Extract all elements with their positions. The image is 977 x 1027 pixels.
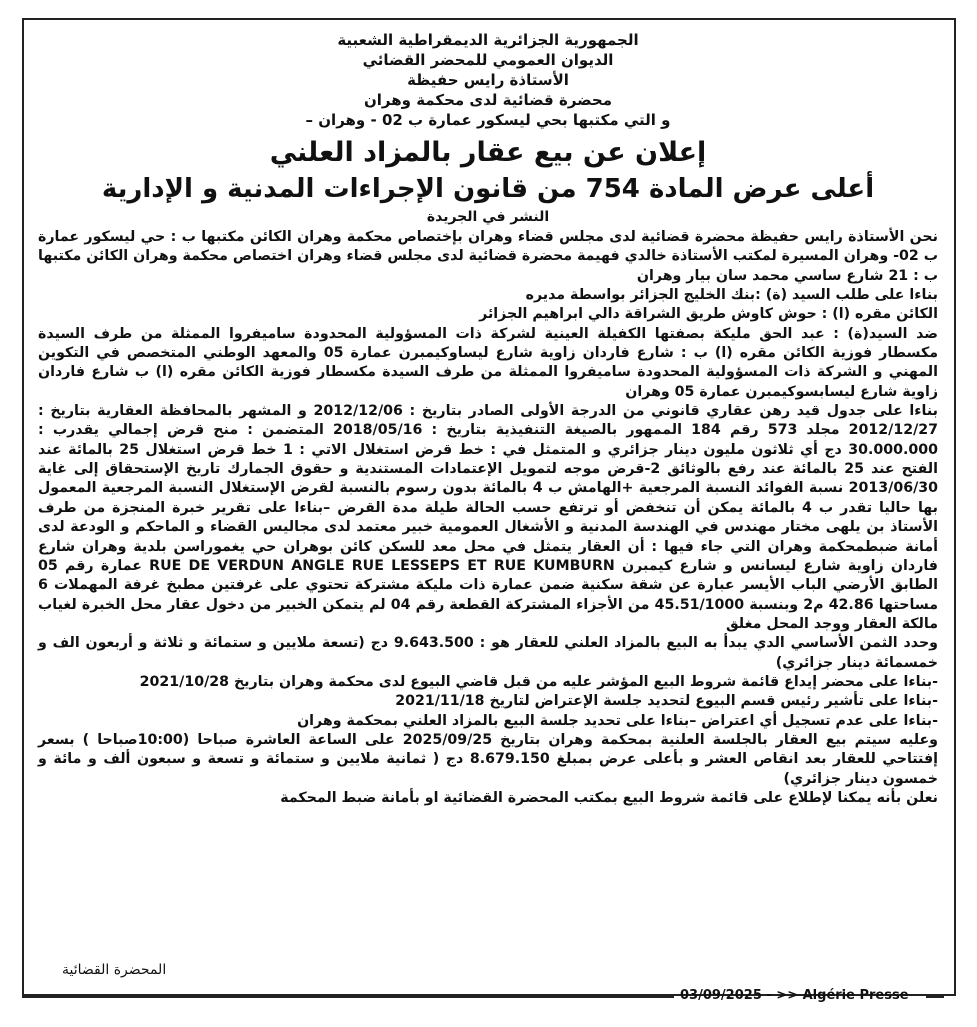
header-line-3: الأستاذة رايس حفيظة xyxy=(407,71,569,89)
publication-subtitle: النشر في الجريدة xyxy=(426,209,550,225)
announcement-title: إعلان عن بيع عقار بالمزاد العلني xyxy=(269,137,707,168)
paragraph-requester: بناءا على طلب السيد (ة) :بنك الخليج الجزائر بواسطة مديره xyxy=(525,287,938,304)
footer-rule-left xyxy=(22,996,674,998)
paragraph-consultation: نعلن بأنه يمكنا لإطلاع على قائمة شروط البيع بمكتب المحضرة القضائية او بأمانة ضبط المحكمة xyxy=(280,789,938,806)
paragraph-sale-date: وعليه سيتم بيع العقار بالجلسة العلنية بمحكمة وهران بتاريخ 2025/09/25 على الساعة العاشرة صباحا (10:00صباحا ) بسعر إفتتاحي للعقار بعد انقاص العشر و بأعلى عرض بمبلغ 8.679.150 دج ( ثمانية ملايين و ستمائة و تسعة و سبعون ألف و مائة و خمسون دينار جزائري) xyxy=(38,731,939,787)
announcement-legal-title: أعلى عرض المادة 754 من قانون الإجراءات المدنية و الإدارية xyxy=(101,174,875,204)
paragraph-base-price: وحدد الثمن الأساسي الدي يبدأ به البيع بالمزاد العلني للعقار هو : 9.643.500 دج (تسعة ملايين و ستمائة و ثلاثة و أربعون الف و خمسمائة دينار جزائري) xyxy=(38,635,938,671)
header-line-2: الديوان العمومي للمحضر القضائي xyxy=(362,51,614,69)
announcement-body xyxy=(38,228,938,808)
footer xyxy=(0,986,977,1010)
footer-source: 03/09/2025 - >> Algérie Presse xyxy=(680,988,909,1003)
header-line-5: و التي مكتبها بحي ليسكور عمارة ب 02 - وهران – xyxy=(305,111,671,129)
paragraph-bailiff: نحن الأستاذة رايس حفيظة محضرة قضائية لدى مجلس قضاء وهران بإختصاص محكمة وهران الكائن مكتبها ب : حي ليسكور عمارة ب 02- وهران المسيرة لمكتب الأستاذة خالدي فهيمة محضرة قضائية لدى مجلس قضاء وهران اختصاص محكمة وهران الكائن مكتبها ب : 21 شارع ساسي محمد سان بيار وهران xyxy=(38,229,938,284)
paragraph-requester-address: الكائن مقره (ا) : حوش كاوش طريق الشراقة دالي ابراهيم الجزائر xyxy=(479,306,938,323)
footer-rule-right xyxy=(926,996,944,998)
paragraph-defendants: ضد السيد(ة) : عبد الحق مليكة بصفتها الكفيلة العينية لشركة ذات المسؤولية المحدودة ساميفروا الممثلة من طرف السيدة مكسطار فوزية الكائن مقره (ا) ب : شارع فاردان زاوية شارع ليساوكيمبرن عمارة 05 والمعهد الوطني المتخصص في التكوين المهني و الشركة ذات المسؤولية المحدودة ساميفروا الممثلة من طرف السيدة مكسطار فوزية الكائن مقره (ا) ب شارع فاردان زاوية شارع ليسابسوكيمبرن عمارة 05 وهران xyxy=(38,325,938,400)
header-line-4: محضرة قضائية لدى محكمة وهران xyxy=(363,91,613,109)
signature: المحضرة القضائية xyxy=(62,962,167,978)
paragraph-conditions-filing: -بناءا على محضر إيداع قائمة شروط البيع المؤشر عليه من قبل قاضي البيوع لدى محكمة وهران بتاريخ 2021/10/28 xyxy=(139,673,938,690)
header-line-1: الجمهورية الجزائرية الديمقراطية الشعبية xyxy=(337,31,639,49)
announcement-content xyxy=(38,30,938,808)
paragraph-no-objection: -بناءا على عدم تسجيل أي اعتراض –بناءا على تحديد جلسة البيع بالمزاد العلني بمحكمة وهران xyxy=(297,712,938,729)
paragraph-objection-date: -بناءا على تأشير رئيس قسم البيوع لتحديد جلسة الإعتراض لتاريخ 2021/11/18 xyxy=(395,693,938,710)
paragraph-mortgage-details: بناءا على جدول قيد رهن عقاري قانوني من الدرجة الأولى الصادر بتاريخ : 2012/12/06 و المشهر بالمحافظة العقارية بتاريخ : 2012/12/27 مجلد 573 رقم 184 الممهور بالصيغة التنفيذية بتاريخ : 2018/05/16 المتضمن : منح قرض إجمالي يقدرب : 30.000.000 دج أي ثلاثون مليون دينار جزائري و المتمثل في : خط قرض استغلال الاتي : 1 خط قرض استغلال 25 بالمائة عند الفتح عند 25 بالمائة عند رفع بالوثائق 2-قرض موجه لتمويل الإعتمادات المستندية و حقوق الجمارك تاريخ الإستحقاق إلى غاية 2013/06/30 نسبة الفوائد النسبة المرجعية +الهامش ب 4 بالمائة بدون رسوم بالنسبة لقرض الإستغلال النسبة المرجعية المعمول بها حاليا تقدر ب 4 بالمائة يمكن أن تنخفض أو ترتفع حسب الحالة طيلة مدة القرض –بناءا على تقرير خبرة المنجزة من طرف الأستاذ بن يلهى مختار مهندس في الهندسة المدنية و الأشغال العمومية خبير معتمد لدى مجاليس القضاء و الماحكم و الودعة لدى أمانة ضبطمحكمة وهران التي جاء فيها : أن العقار يتمثل في محل معد للسكن كائن بوهران حي يغموراسن بلدية وهران شارع فاردان زاوية شارع ليسانس و شارع كيمبرن RUE DE VERDUN ANGLE RUE LESSEPS ET RUE KUMBURN عمارة رقم 05 الطابق الأرضي الباب الأيسر عبارة عن شقة سكنية ضمن عمارة ذات مليكة مشتركة تحتوي على غرفتين مطبخ غرفة المهملات 6 مساحتها 42.86 م2 وبنسبة 45.51/1000 من الأجزاء المشتركة القطعة رقم 04 لم يتمكن الخبير من دخول عقار محل الخبرة لغياب مالكة العقار ووجد المحل مغلق xyxy=(38,403,939,632)
